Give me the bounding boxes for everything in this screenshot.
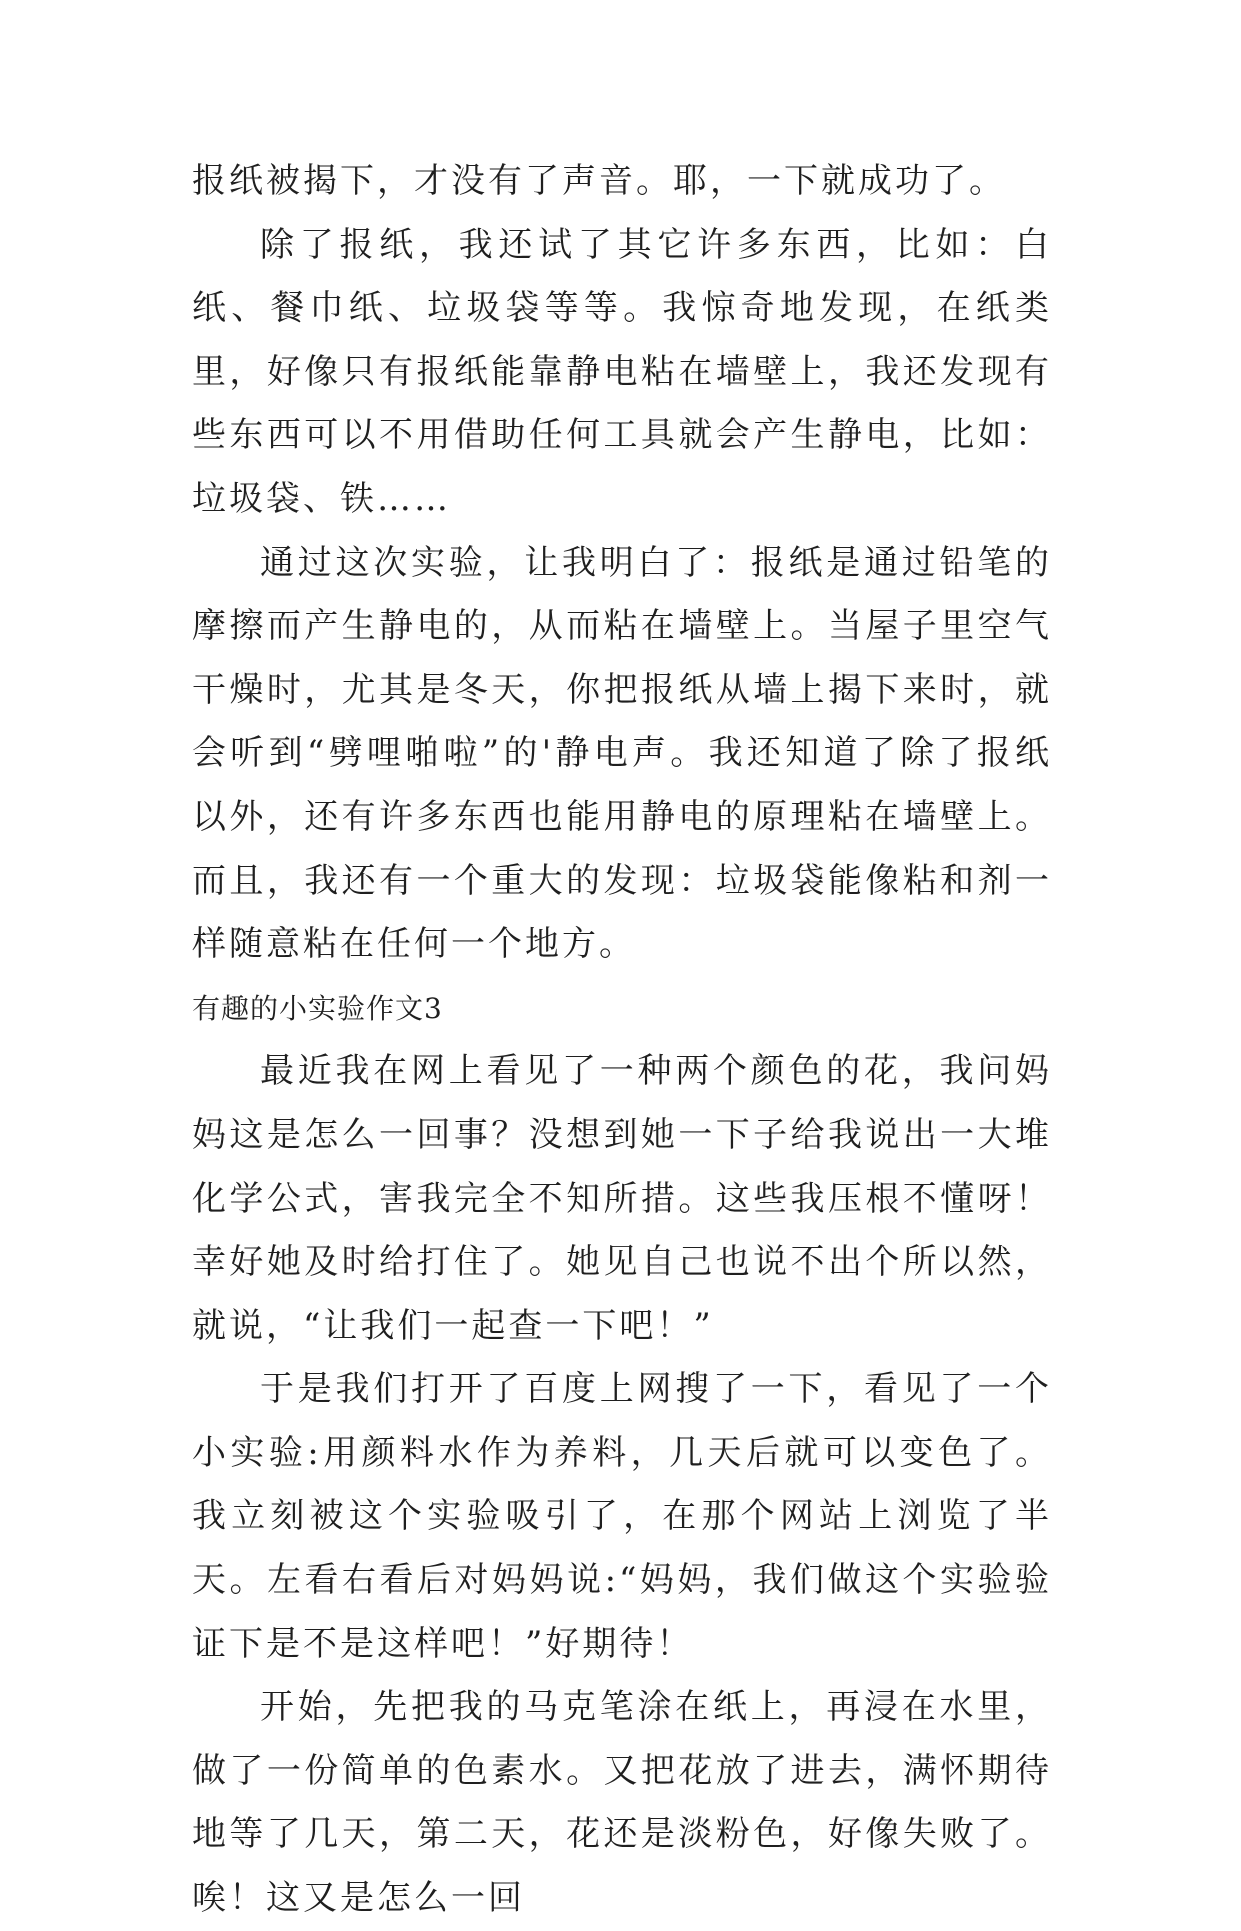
section-heading: 有趣的小实验作文3 bbox=[192, 991, 443, 1025]
document-page bbox=[192, 150, 1052, 1931]
paragraph-continuation: 报纸被揭下，才没有了声音。耶，一下就成功了。 bbox=[192, 161, 1006, 201]
paragraph-conclusion: 通过这次实验，让我明白了：报纸是通过铅笔的摩擦而产生静电的，从而粘在墙壁上。当屋子里空气干燥时，尤其是冬天，你把报纸从墙上揭下来时，就会听到“劈哩啪啦”的'静电声。我还知道了除了报纸以外，还有许多东西也能用静电的原理粘在墙壁上。而且，我还有一个重大的发现：垃圾袋能像粘和剂一样随意粘在任何一个地方。 bbox=[192, 542, 1052, 965]
paragraph-search-experiment: 于是我们打开了百度上网搜了一下，看见了一个小实验:用颜料水作为养料，几天后就可以变色了。我立刻被这个实验吸引了，在那个网站上浏览了半天。左看右看后对妈妈说:“妈妈，我们做这个实验验证下是不是这样吧！”好期待！ bbox=[192, 1369, 1052, 1664]
paragraph-two-color-flower: 最近我在网上看见了一种两个颜色的花，我问妈妈这是怎么一回事？没想到她一下子给我说出一大堆化学公式，害我完全不知所措。这些我压根不懂呀！幸好她及时给打住了。她见自己也说不出个所以然，就说，“让我们一起查一下吧！” bbox=[192, 1051, 1052, 1346]
paragraph-start-experiment: 开始，先把我的马克笔涂在纸上，再浸在水里，做了一份简单的色素水。又把花放了进去，满怀期待地等了几天，第二天，花还是淡粉色，好像失败了。唉！这又是怎么一回 bbox=[192, 1687, 1052, 1919]
paragraph-other-materials: 除了报纸，我还试了其它许多东西，比如：白纸、餐巾纸、垃圾袋等等。我惊奇地发现，在纸类里，好像只有报纸能靠静电粘在墙壁上，我还发现有些东西可以不用借助任何工具就会产生静电，比如：垃圾袋、铁…… bbox=[192, 224, 1052, 519]
